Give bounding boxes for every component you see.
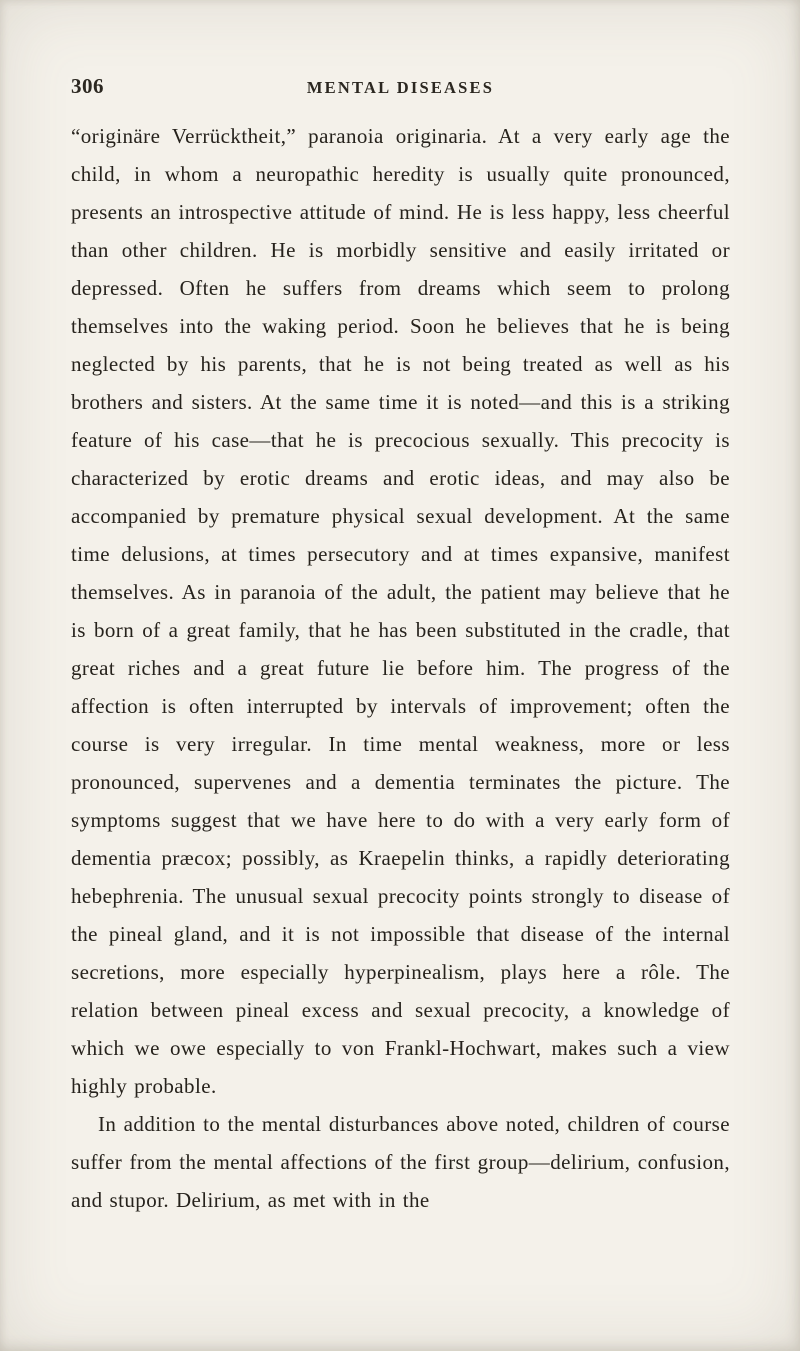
paragraph: In addition to the mental disturbances above noted, children of course suffer from the mental affections of the first group—delirium, confusion, and stupor. Delirium, as met with in the — [71, 1112, 730, 1212]
running-header: MENTAL DISEASES — [306, 78, 495, 97]
page-header — [71, 74, 730, 104]
page-number: 306 — [71, 74, 104, 98]
paragraph: “originäre Verrücktheit,” paranoia originaria. At a very early age the child, in whom a neuropathic heredity is usually quite pronounced, presents an introspective attitude of mind. He is less happy, less cheerful than other children. He is morbidly sensitive and easily irritated or depressed. Often he suffers from dreams which seem to prolong themselves into the waking period. Soon he believes that he is being neglected by his parents, that he is not being treated as well as his brothers and sisters. At the same time it is noted—and this is a striking feature of his case—that he is precocious sexually. This precocity is characterized by erotic dreams and erotic ideas, and may also be accompanied by premature physical sexual development. At the same time delusions, at times persecutory and at times expansive, manifest themselves. As in paranoia of the adult, the patient may believe that he is born of a great family, that he has been substituted in the cradle, that great riches and a great future lie before him. The progress of the affection is often interrupted by intervals of improvement; often the course is very irregular. In time mental weakness, more or less pronounced, supervenes and a dementia terminates the picture. The symptoms suggest that we have here to do with a very early form of dementia præcox; possibly, as Kraepelin thinks, a rapidly deteriorating hebephrenia. The unusual sexual precocity points strongly to disease of the pineal gland, and it is not impossible that disease of the internal secretions, more especially hyperpinealism, plays here a rôle. The relation between pineal excess and sexual precocity, a knowledge of which we owe especially to von Frankl-Hochwart, makes such a view highly probable. — [71, 124, 730, 1098]
page-body — [71, 117, 730, 1219]
